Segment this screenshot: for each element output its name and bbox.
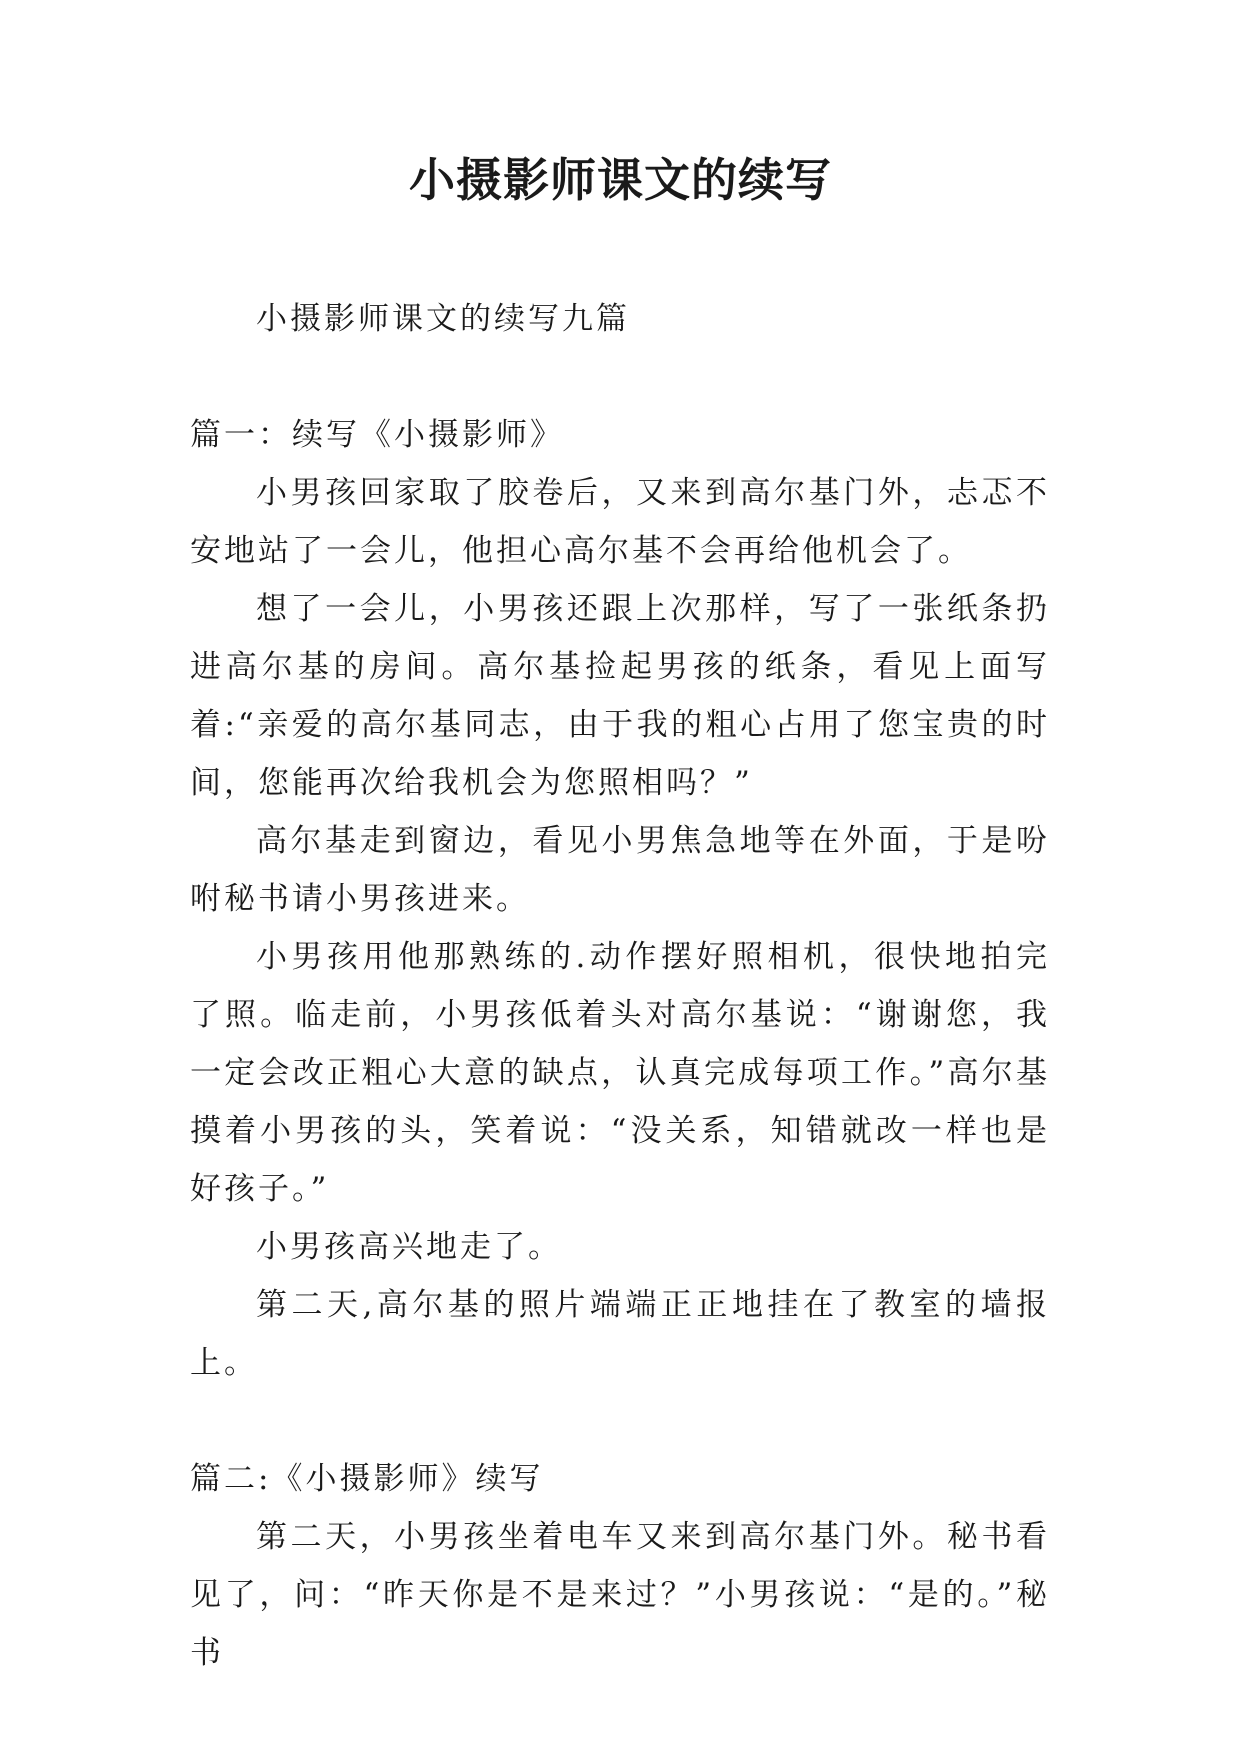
document-body	[190, 290, 1050, 1682]
section-heading: 篇一：续写《小摄影师》	[190, 417, 564, 453]
paragraph: 第二天，小男孩坐着电车又来到高尔基门外。秘书看见了，问：“昨天你是不是来过？”小男孩说：“是的。”秘书	[190, 1519, 1050, 1671]
paragraph: 小男孩高兴地走了。	[256, 1229, 562, 1265]
paragraph: 想了一会儿，小男孩还跟上次那样，写了一张纸条扔进高尔基的房间。高尔基捡起男孩的纸条，看见上面写着:“亲爱的高尔基同志，由于我的粗心占用了您宝贵的时间，您能再次给我机会为您照相吗？”	[190, 591, 1050, 801]
document-subtitle: 小摄影师课文的续写九篇	[256, 301, 630, 337]
paragraph: 第二天,高尔基的照片端端正正地挂在了教室的墙报上。	[190, 1287, 1050, 1381]
paragraph: 小男孩用他那熟练的.动作摆好照相机，很快地拍完了照。临走前，小男孩低着头对高尔基说：“谢谢您，我一定会改正粗心大意的缺点，认真完成每项工作。”高尔基摸着小男孩的头，笑着说：“没关系，知错就改一样也是好孩子。”	[190, 939, 1050, 1207]
section-heading: 篇二:《小摄影师》续写	[190, 1461, 544, 1497]
section-2	[190, 1450, 1050, 1682]
document-title: 小摄影师课文的续写	[409, 153, 832, 207]
section-1	[190, 406, 1050, 1392]
paragraph: 小男孩回家取了胶卷后，又来到高尔基门外，忐忑不安地站了一会儿，他担心高尔基不会再给他机会了。	[190, 475, 1050, 569]
section-gap	[190, 1392, 1050, 1450]
paragraph: 高尔基走到窗边，看见小男焦急地等在外面，于是吩咐秘书请小男孩进来。	[190, 823, 1050, 917]
